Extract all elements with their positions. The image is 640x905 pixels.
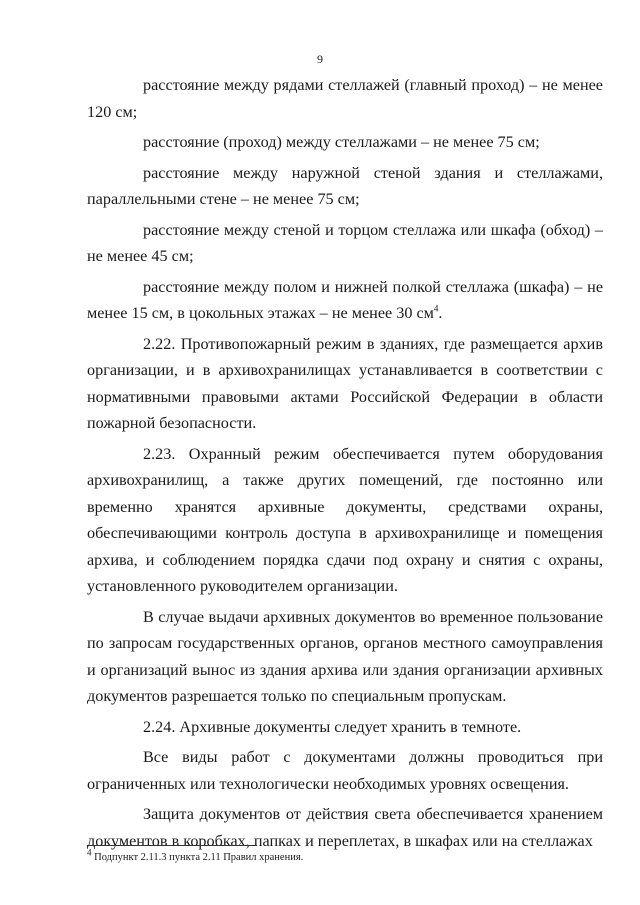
footnote-reference: 4 <box>433 303 439 314</box>
footnote-text: Подпункт 2.11.3 пункта 2.11 Правил хранения. <box>91 852 304 863</box>
footnote-marker: 4 <box>87 847 92 858</box>
paragraph-2-24-darkness: 2.24. Архивные документы следует хранить в темноте. <box>143 717 522 736</box>
paragraph-lighting-levels: Все виды работ с документами должны проводиться при ограниченных или технологически необходимых уровнях освещения. <box>87 748 603 793</box>
paragraph-wall-end-distance: расстояние между стеной и торцом стеллажа или шкафа (обход) – не менее 45 см; <box>87 220 603 265</box>
paragraph-outer-wall-distance: расстояние между наружной стеной здания и стеллажами, параллельными стене – не менее 75 см; <box>87 163 603 208</box>
floor-shelf-trailing: . <box>438 304 443 322</box>
paragraph-2-23-security: 2.23. Охранный режим обеспечивается путем оборудования архивохранилищ, а также других помещений, где постоянно или временно хранятся архивные документы, средствами охраны, обеспечивающими контроль доступа в архивохранилище и помещения архива, и соблюдением порядка сдачи под охрану и снятия с охраны, установленного руководителем организации. <box>87 444 603 595</box>
paragraph-light-protection: Защита документов от действия света обеспечивается хранением документов в коробках, папках и переплетах, в шкафах или на стеллажах <box>87 805 603 850</box>
paragraph-2-22-fire-safety: 2.22. Противопожарный режим в зданиях, где размещается архив организации, и в архивохранилищах устанавливается в соответствии с нормативными правовыми актами Российской Федерации в области пожарной безопасности. <box>87 334 603 432</box>
floor-shelf-text: расстояние между полом и нижней полкой стеллажа (шкафа) – не менее 15 см, в цокольных этажах – не менее 30 см <box>87 277 603 322</box>
paragraph-floor-shelf-distance <box>87 274 603 327</box>
footnote <box>87 847 304 865</box>
paragraph-passage-between-racks: расстояние (проход) между стеллажами – не менее 75 см; <box>143 133 540 151</box>
paragraph-temporary-use: В случае выдачи архивных документов во временное пользование по запросам государственных органов, органов местного самоуправления и организаций вынос из здания архива или здания организации архивных документов разрешается только по специальным пропускам. <box>87 607 603 705</box>
document-body <box>87 72 603 854</box>
page-number: 9 <box>317 52 323 66</box>
paragraph-main-passage: расстояние между рядами стеллажей (главный проход) – не менее 120 см; <box>87 76 603 121</box>
footnote-divider <box>87 845 257 846</box>
